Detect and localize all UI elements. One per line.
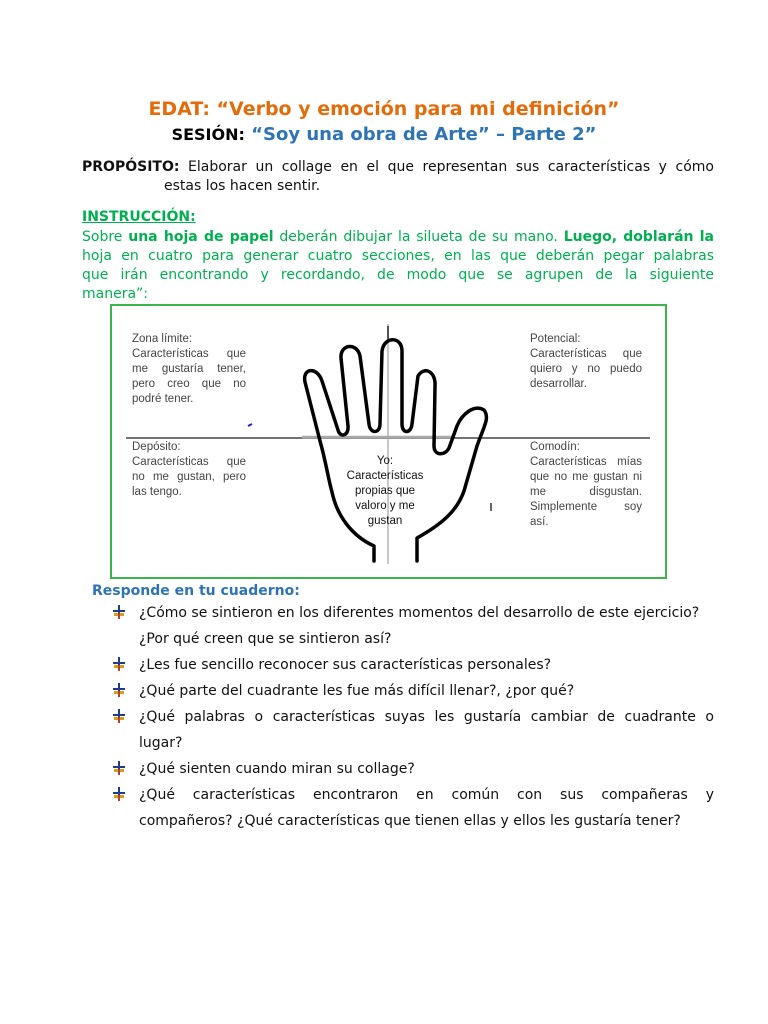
session-label: SESIÓN: [171,125,245,144]
center-title: Yo: [376,455,394,467]
question-text: ¿Qué características encontraron en común con sus compañeras y [139,787,714,803]
bottom-right-line: que no me gustan ni [530,471,642,483]
instruction-line-2: hoja en cuatro para generar cuatro secciones, en las que deberán pegar palabras [82,248,714,264]
top-left-line: pero creo que no [132,378,246,390]
bullet-icon [112,605,126,619]
list-item [112,652,714,678]
question-text: ¿Qué parte del cuadrante les fue más difícil llenar?, ¿por qué? [139,683,575,699]
quadrant-bottom-left [132,440,246,500]
bullet-icon [112,683,126,697]
question-text: ¿Qué sienten cuando miran su collage? [139,761,415,777]
instruction-line-4: manera”: [82,286,149,302]
question-text: ¿Qué palabras o características suyas les gustaría cambiar de cuadrante o [139,709,714,725]
question-text: compañeros? ¿Qué características que tienen ellas y ellos les gustaría tener? [139,813,681,829]
top-left-line: me gustaría tener, [132,363,246,375]
session-value: “Soy una obra de Arte” – Parte 2” [251,124,597,145]
list-item [112,704,714,756]
bullet-icon [112,761,126,775]
purpose-label: PROPÓSITO: [82,159,180,175]
bullet-icon [112,787,126,801]
center-line: Características [346,470,424,482]
quadrant-center-yo [344,454,426,529]
list-item [112,782,714,834]
top-left-line: Características que [132,348,246,360]
purpose-text-2: estas los hacen sentir. [164,178,321,194]
purpose-text-1: Elaborar un collage en el que representan sus características y cómo [188,159,714,175]
bottom-right-line: Características mías [530,456,642,468]
top-right-line: desarrollar. [530,378,587,390]
purpose-block [82,158,714,196]
instruction-l1-c: deberán dibujar la silueta de su mano. [273,229,564,245]
instruction-l1-d: Luego, doblarán la [563,229,714,245]
session-title [0,124,768,145]
instruction-l1-a: Sobre [82,229,129,245]
quadrant-top-left [132,332,246,407]
instruction-l1-b: una hoja de papel [128,229,274,245]
top-left-line: podré tener. [132,393,194,405]
instruction-line-1 [82,228,714,247]
bottom-left-line: las tengo. [132,486,182,498]
instruction-line-3: que irán encontrando y recordando, de modo que se agrupen de la siguiente [82,267,714,283]
top-right-title: Potencial: [530,333,581,345]
top-right-line: quiero y no puedo [530,363,642,375]
respond-heading: Responde en tu cuaderno: [92,583,300,599]
bottom-left-title: Depósito: [132,441,181,453]
hand-quadrant-figure [110,304,667,579]
question-text: ¿Les fue sencillo reconocer sus características personales? [139,657,552,673]
list-item [112,600,714,652]
question-text: ¿Por qué creen que se sintieron así? [139,631,392,647]
center-line: gustan [367,515,403,527]
question-list [112,600,714,834]
list-item [112,756,714,782]
bottom-left-line: no me gustan, pero [132,471,246,483]
blue-mark [248,424,252,426]
edat-title: EDAT: “Verbo y emoción para mi definición” [148,98,620,120]
quadrant-top-right [530,332,642,392]
instruction-heading: INSTRUCCIÓN: [82,209,196,225]
purpose-line-1 [82,158,714,177]
bottom-right-line: me disgustan. [530,486,642,498]
quadrant-bottom-right [530,440,642,530]
bottom-right-line: así. [530,516,549,528]
instruction-text [82,228,714,304]
list-item [112,678,714,704]
center-line: valoro y me [355,500,415,512]
bullet-icon [112,709,126,723]
bottom-right-line: Simplemente soy [530,501,642,513]
question-text: lugar? [139,735,183,751]
top-left-title: Zona límite: [132,333,193,345]
top-right-line: Características que [530,348,642,360]
bullet-icon [112,657,126,671]
bottom-right-title: Comodín: [530,441,580,453]
question-text: ¿Cómo se sintieron en los diferentes momentos del desarrollo de este ejercicio? [139,605,700,621]
center-line: propias que [354,485,416,497]
bottom-left-line: Características que [132,456,246,468]
